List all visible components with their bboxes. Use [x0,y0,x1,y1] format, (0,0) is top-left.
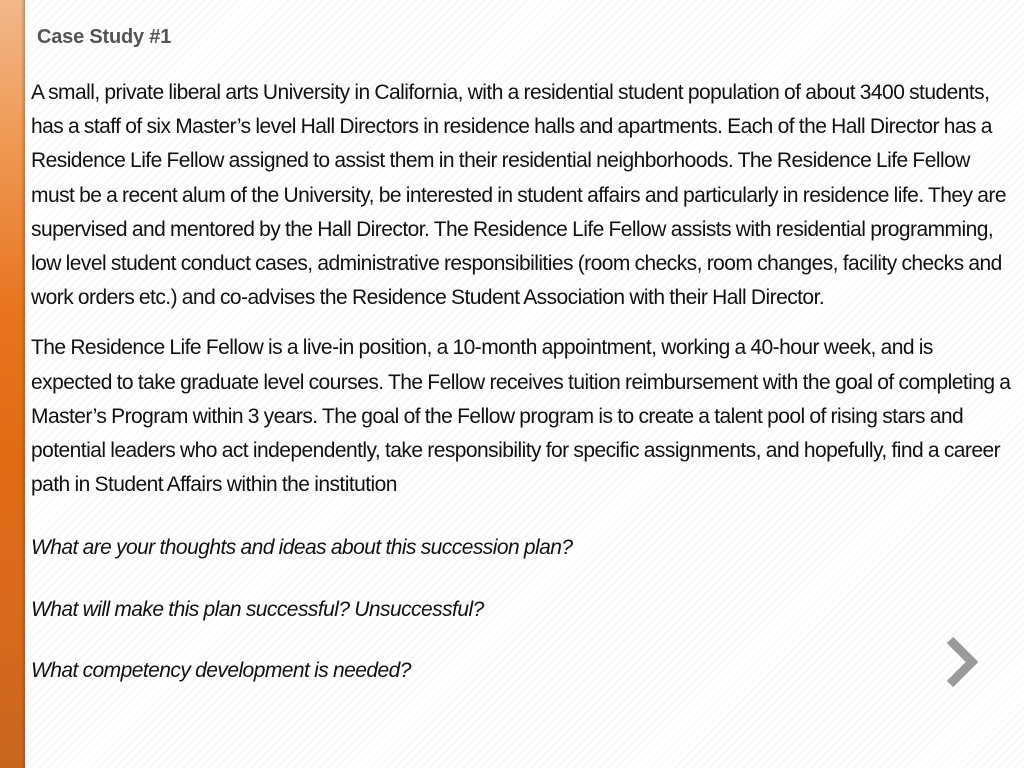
question-success: What will make this plan successful? Unsuccessful? [31,597,484,621]
paragraph-position-details: The Residence Life Fellow is a live-in position, a 10-month appointment, working a 40-hour week, and is expected to take graduate level courses. The Fellow receives tuition reimbursement with the goal of completing a Master’s Program within 3 years. The goal of the Fellow program is to create a talent pool of rising stars and potential leaders who act independently, take responsibility for specific assignments, and hopefully, find a career path in Student Affairs within the institution [31,336,1011,497]
next-slide-button[interactable] [938,632,984,692]
question-competency: What competency development is needed? [31,658,411,682]
question-thoughts: What are your thoughts and ideas about this succession plan? [31,536,573,560]
chevron-right-icon [938,632,984,692]
paragraph-scenario: A small, private liberal arts University in California, with a residential student population of about 3400 students, has a staff of six Master’s level Hall Directors in residence halls and apartments. Each of the Hall Director has a Residence Life Fellow assigned to assist them in their residential neighborhoods. The Residence Life Fellow must be a recent alum of the University, be interested in student affairs and particularly in residence life. They are supervised and mentored by the Hall Director. The Residence Life Fellow assists with residential programming, low level student conduct cases, administrative responsibilities (room checks, room changes, facility checks and work orders etc.) and co-advises the Residence Student Association with their Hall Director. [31,81,1006,310]
accent-sidebar [0,0,25,768]
slide-body [31,76,1016,688]
slide-title: Case Study #1 [37,26,172,48]
